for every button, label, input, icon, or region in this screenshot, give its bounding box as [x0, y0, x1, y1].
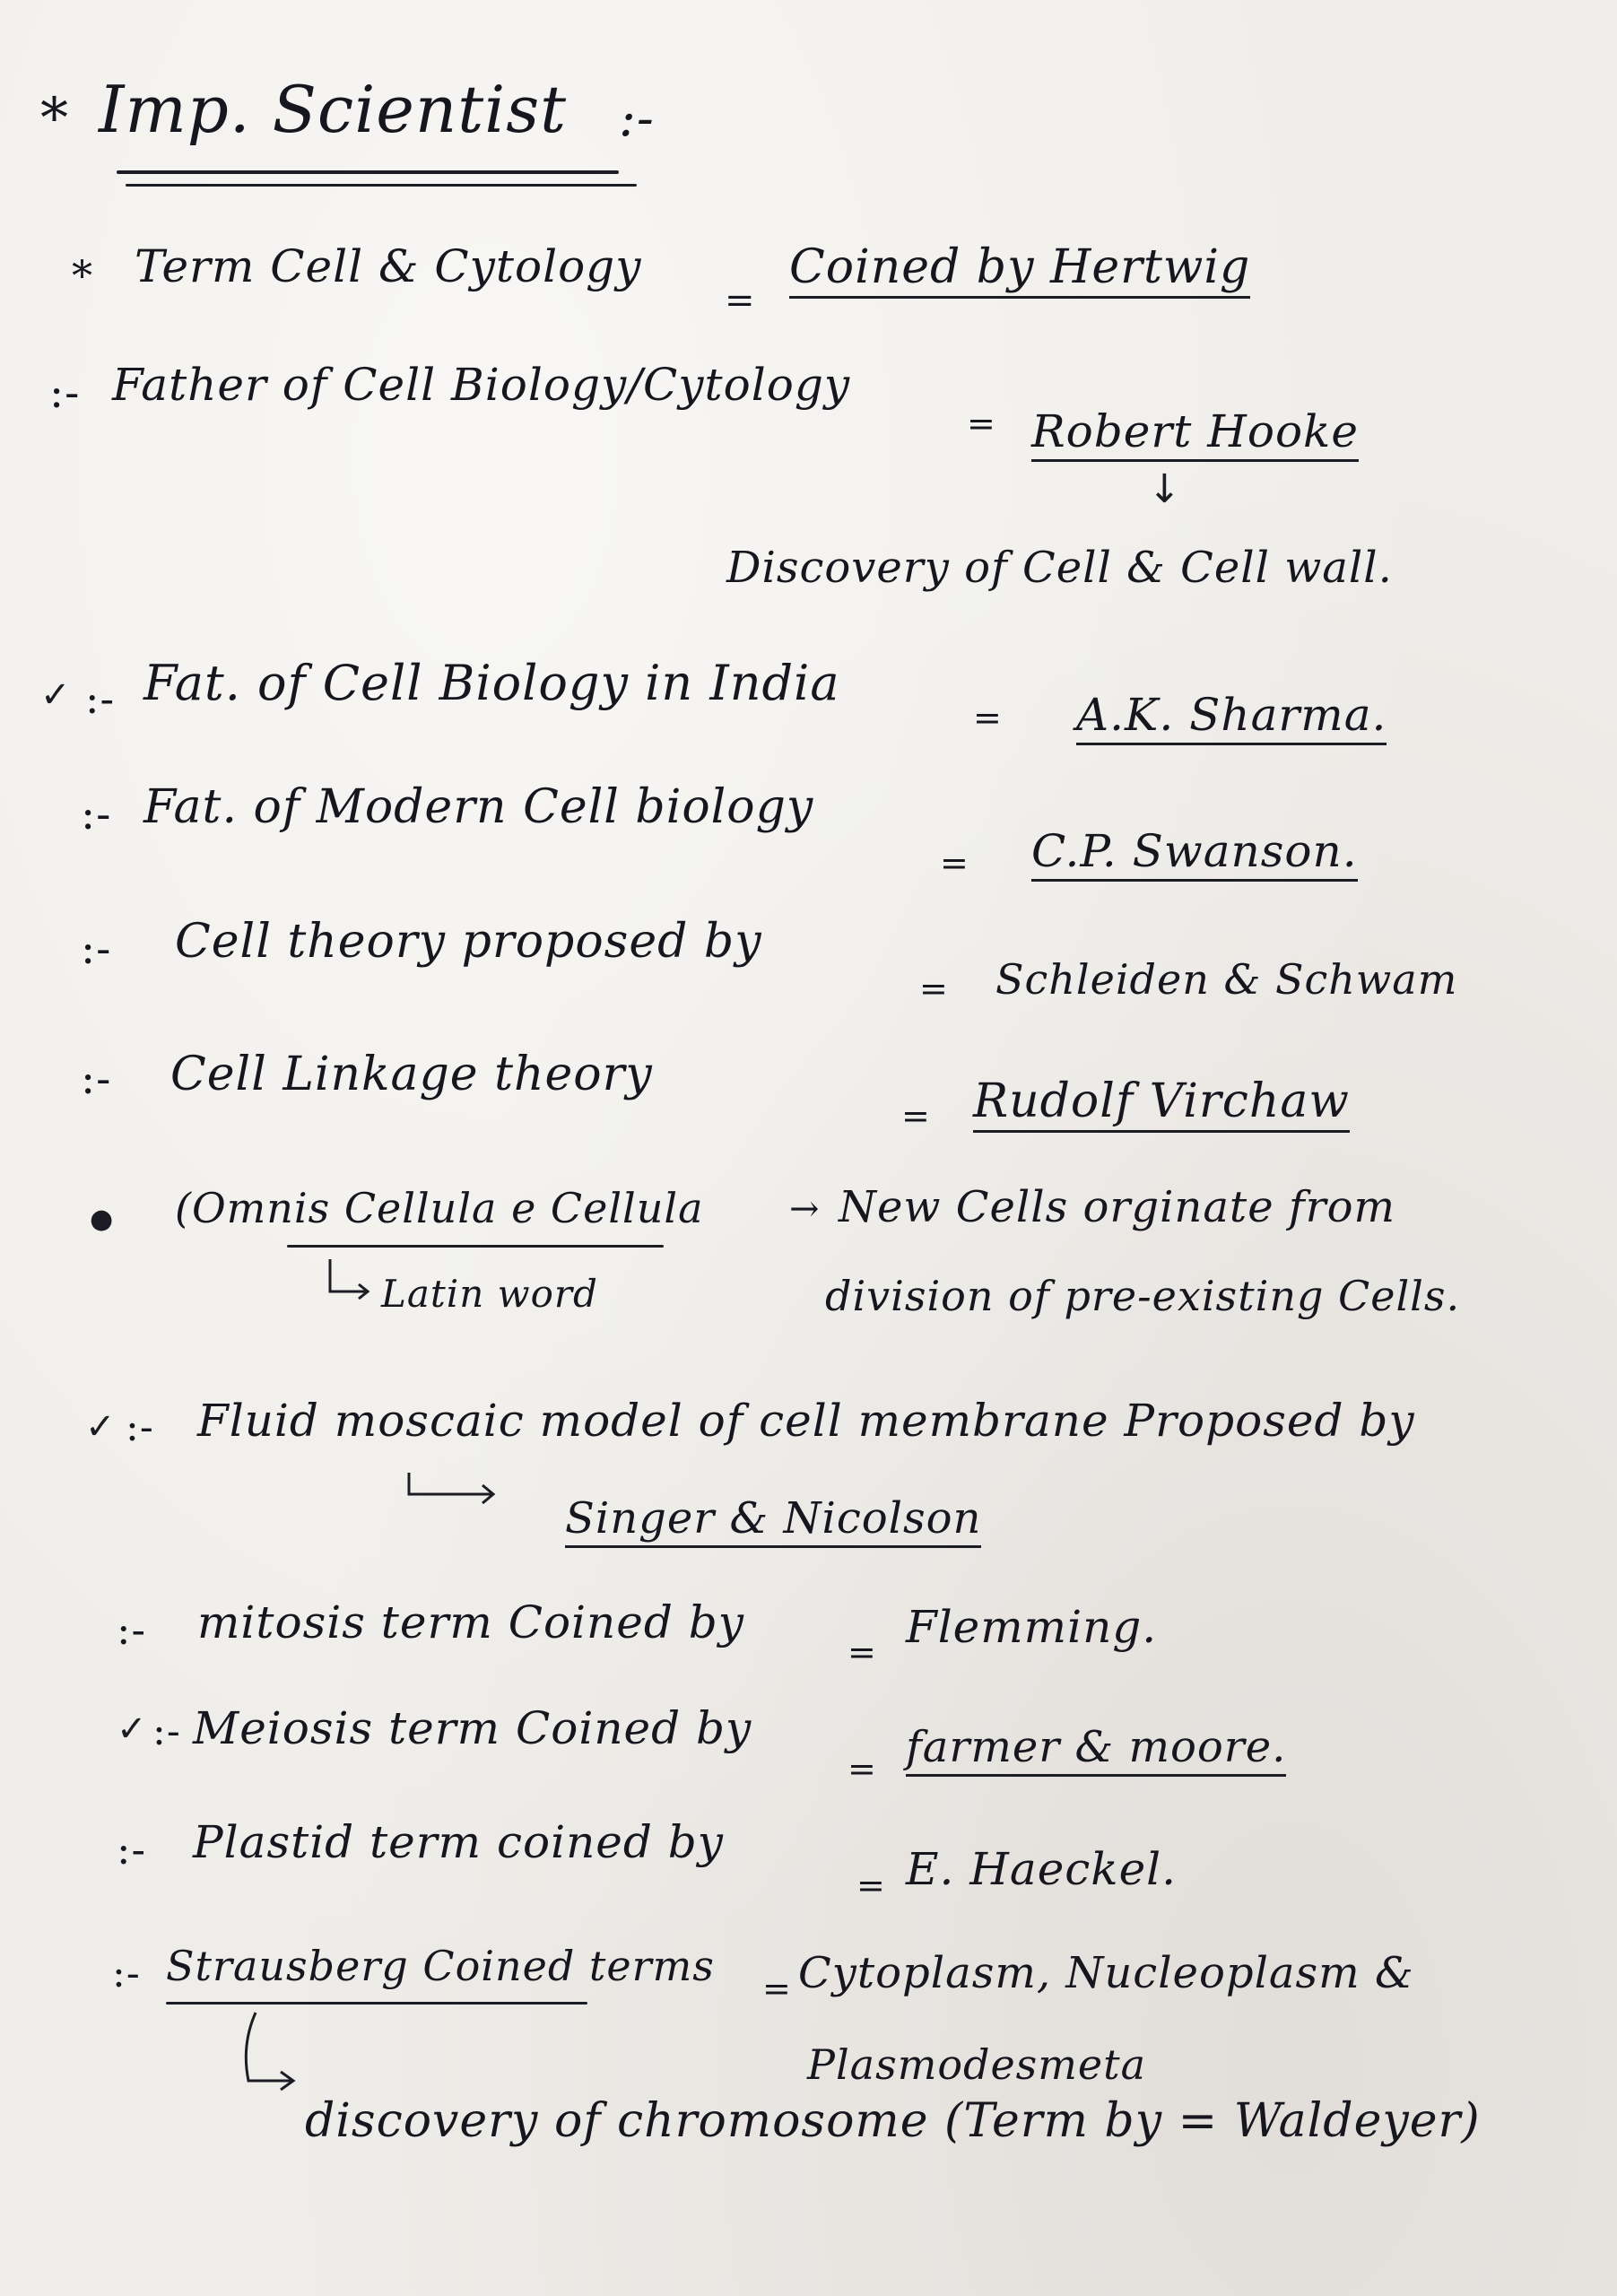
l6-answer: Rudolf Virchaw: [973, 1074, 1350, 1133]
l7-arrow: →: [789, 1188, 821, 1230]
l3-eq: =: [973, 698, 1003, 737]
l9-eq: =: [848, 1632, 877, 1672]
l12-bullet: :-: [112, 1951, 141, 1996]
l7-latin-underline: [287, 1245, 664, 1248]
heading-suffix: :-: [619, 90, 655, 148]
l12-note: discovery of chromosome (Term by = Waldeyer): [305, 2094, 1481, 2148]
l7-latin-note: Latin word: [381, 1272, 598, 1316]
l10-bullet: :-: [152, 1709, 181, 1754]
l4-label: Fat. of Modern Cell biology: [143, 780, 814, 834]
l8-answer: Singer & Nicolson: [565, 1493, 981, 1548]
l6-eq: =: [901, 1096, 931, 1135]
l9-label: mitosis term Coined by: [197, 1596, 744, 1648]
l9-answer: Flemming.: [906, 1601, 1158, 1653]
l12-underline: [166, 2002, 587, 2005]
l1-bullet: *: [72, 251, 93, 300]
l4-bullet: :-: [81, 789, 112, 839]
l3-answer: A.K. Sharma.: [1076, 689, 1387, 745]
l8-tick-icon: ✓: [85, 1406, 116, 1448]
l2-eq: =: [967, 404, 996, 443]
l12-answer: Cytoplasm, Nucleoplasm &: [798, 1948, 1414, 1998]
l10-answer: farmer & moore.: [906, 1722, 1286, 1777]
l12-hook-arrow-icon: [229, 2009, 309, 2108]
title-underline-2: [126, 184, 637, 187]
l6-bullet: :-: [81, 1054, 112, 1104]
l1-label: Term Cell & Cytology: [135, 240, 642, 292]
l8-hook-arrow-icon: [404, 1471, 502, 1516]
l10-label: Meiosis term Coined by: [193, 1702, 752, 1754]
l6-label: Cell Linkage theory: [170, 1048, 653, 1101]
l7-meaning-2: division of pre-existing Cells.: [825, 1272, 1461, 1320]
l1-answer: Coined by Hertwig: [789, 240, 1250, 299]
l5-answer: Schleiden & Schwam: [995, 955, 1458, 1004]
l7-bullet-icon: ●: [90, 1204, 114, 1235]
l3-bullet: :-: [85, 674, 116, 723]
l11-answer: E. Haeckel.: [906, 1843, 1178, 1895]
l9-bullet: :-: [117, 1605, 147, 1654]
l5-label: Cell theory proposed by: [175, 915, 762, 969]
l5-eq: =: [919, 969, 949, 1008]
l8-bullet: :-: [126, 1405, 154, 1450]
l3-label: Fat. of Cell Biology in India: [143, 655, 840, 711]
l11-eq: =: [856, 1866, 886, 1905]
l2-note: Discovery of Cell & Cell wall.: [726, 543, 1393, 593]
title-underline-1: [117, 170, 619, 174]
l1-eq: =: [725, 280, 756, 321]
l3-tick-icon: ✓: [40, 674, 71, 716]
l11-label: Plastid term coined by: [193, 1816, 725, 1868]
l10-eq: =: [848, 1749, 877, 1788]
l12-answer-2: Plasmodesmeta: [807, 2040, 1147, 2089]
l5-bullet: :-: [81, 924, 112, 974]
l7-meaning: New Cells orginate from: [839, 1182, 1396, 1232]
page-title: Imp. Scientist: [99, 72, 568, 147]
l4-eq: =: [940, 843, 969, 883]
l8-label: Fluid moscaic model of cell membrane Proposed by: [197, 1395, 1415, 1447]
l2-down-arrow-icon: ↓: [1148, 466, 1181, 512]
l7-hook-arrow-icon: [323, 1256, 377, 1309]
l12-label: Strausberg Coined terms: [166, 1942, 715, 1990]
l2-label: Father of Cell Biology/Cytology: [112, 359, 851, 411]
heading-star: *: [40, 85, 69, 151]
l4-answer: C.P. Swanson.: [1031, 825, 1358, 882]
l12-eq: =: [762, 1969, 792, 2008]
l7-latin-phrase: (Omnis Cellula e Cellula: [175, 1184, 704, 1232]
l2-answer: Robert Hooke: [1031, 405, 1359, 462]
l2-bullet: :-: [49, 368, 81, 418]
l10-tick-icon: ✓: [117, 1709, 147, 1750]
l11-bullet: :-: [117, 1825, 147, 1874]
